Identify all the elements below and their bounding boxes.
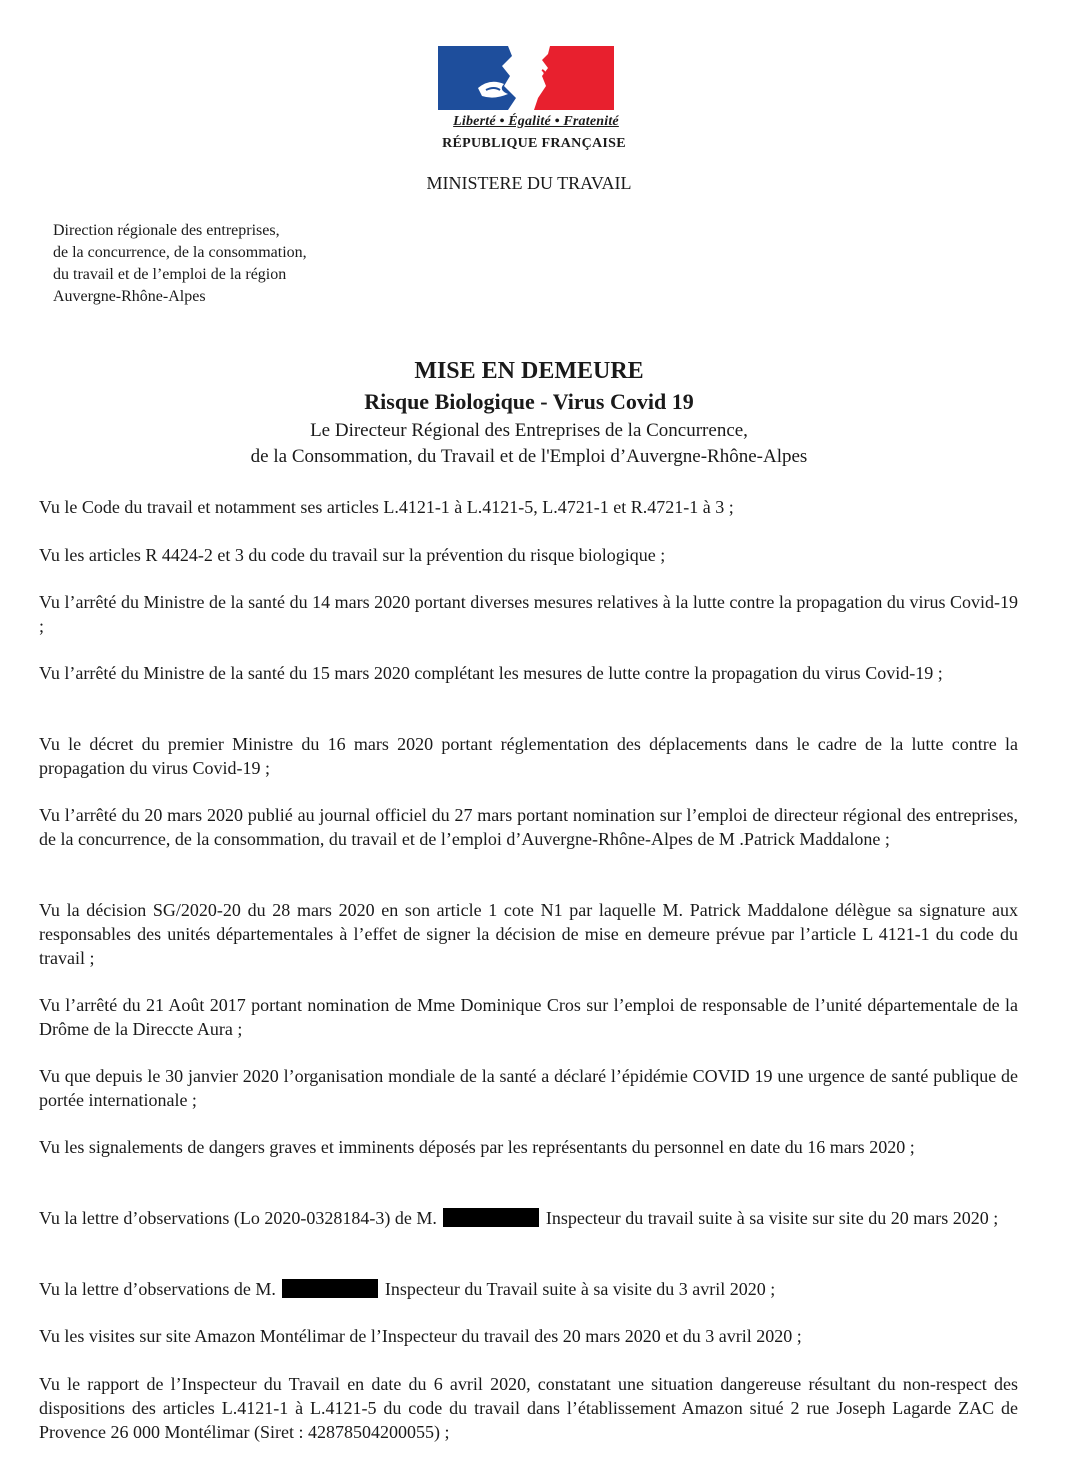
marianne-logo xyxy=(438,46,614,110)
paragraph-text: Vu la lettre d’observations (Lo 2020-0328184-3) de M. xyxy=(39,1208,437,1228)
director-line: de la Consommation, du Travail et de l'Emploi d’Auvergne-Rhône-Alpes xyxy=(250,446,808,467)
paragraph: Vu les visites sur site Amazon Montélimar de l’Inspecteur du travail des 20 mars 2020 et du 3 avril 2020 ; xyxy=(39,1326,802,1346)
direction-block xyxy=(53,220,307,308)
paragraph-text: Vu la lettre d’observations de M. xyxy=(39,1279,276,1299)
paragraph: Vu les signalements de dangers graves et imminents déposés par les représentants du personnel en date du 16 mars 2020 ; xyxy=(39,1137,915,1157)
paragraph: Vu l’arrêté du Ministre de la santé du 15 mars 2020 complétant les mesures de lutte contre la propagation du virus Covid-19 ; xyxy=(39,663,943,683)
republique-francaise: RÉPUBLIQUE FRANÇAISE xyxy=(442,136,626,151)
paragraph: Vu que depuis le 30 janvier 2020 l’organisation mondiale de la santé a déclaré l’épidémie COVID 19 une urgence de santé publique de portée internationale ; xyxy=(39,1066,1018,1110)
direction-line: Direction régionale des entreprises, xyxy=(53,222,280,239)
direction-line: du travail et de l’emploi de la région xyxy=(53,266,287,283)
paragraph: Vu l’arrêté du 20 mars 2020 publié au journal officiel du 27 mars portant nomination sur l’emploi de directeur régional des entreprises, de la concurrence, de la consommation, du travail et de l’emploi d’Auvergne-Rhône-Alpes de M .Patrick Maddalone ; xyxy=(39,805,1018,849)
document-subtitle: Risque Biologique - Virus Covid 19 xyxy=(364,389,694,414)
paragraph: Vu les articles R 4424-2 et 3 du code du travail sur la prévention du risque biologique ; xyxy=(39,545,666,565)
paragraph: Vu l’arrêté du 21 Août 2017 portant nomination de Mme Dominique Cros sur l’emploi de responsable de l’unité départementale de la Drôme de la Direccte Aura ; xyxy=(39,995,1018,1039)
paragraph-lettre-observations-2 xyxy=(39,1277,1018,1301)
paragraph-text: Inspecteur du Travail suite à sa visite du 3 avril 2020 ; xyxy=(384,1279,776,1299)
direction-line: de la concurrence, de la consommation, xyxy=(53,244,307,261)
paragraph: Vu le rapport de l’Inspecteur du Travail en date du 6 avril 2020, constatant une situation dangereuse résultant du non-respect des dispositions des articles L.4121-1 à L.4121-5 du code du travail dans l’établissement Amazon situé 2 rue Joseph Lagarde ZAC de Provence 26 000 Montélimar (Siret : 42878504200055) ; xyxy=(39,1374,1018,1442)
document-title: MISE EN DEMEURE xyxy=(414,358,644,384)
director-heading xyxy=(0,418,1058,470)
director-line: Le Directeur Régional des Entreprises de la Concurrence, xyxy=(310,420,748,441)
paragraph: Vu le Code du travail et notamment ses articles L.4121-1 à L.4121-5, L.4721-1 et R.4721-1 à 3 ; xyxy=(39,497,734,517)
paragraph: Vu la décision SG/2020-20 du 28 mars 2020 en son article 1 cote N1 par laquelle M. Patrick Maddalone délègue sa signature aux responsables des unités départementales à l’effet de signer la décision de mise en demeure prévue par l’article L 4121-1 du code du travail ; xyxy=(39,900,1018,968)
paragraph-lettre-observations-1 xyxy=(39,1206,1018,1230)
redaction-bar xyxy=(282,1279,378,1298)
paragraph: Vu l’arrêté du Ministre de la santé du 14 mars 2020 portant diverses mesures relatives à la lutte contre la propagation du virus Covid-19 ; xyxy=(39,592,1018,636)
paragraph-text: Inspecteur du travail suite à sa visite sur site du 20 mars 2020 ; xyxy=(545,1208,999,1228)
redaction-bar xyxy=(443,1208,539,1227)
direction-line: Auvergne-Rhône-Alpes xyxy=(53,288,206,305)
republic-motto: Liberté • Égalité • Fratenité xyxy=(453,114,619,129)
ministry-name: MINISTERE DU TRAVAIL xyxy=(426,173,632,193)
paragraph: Vu le décret du premier Ministre du 16 mars 2020 portant réglementation des déplacements dans le cadre de la lutte contre la propagation du virus Covid-19 ; xyxy=(39,734,1018,778)
